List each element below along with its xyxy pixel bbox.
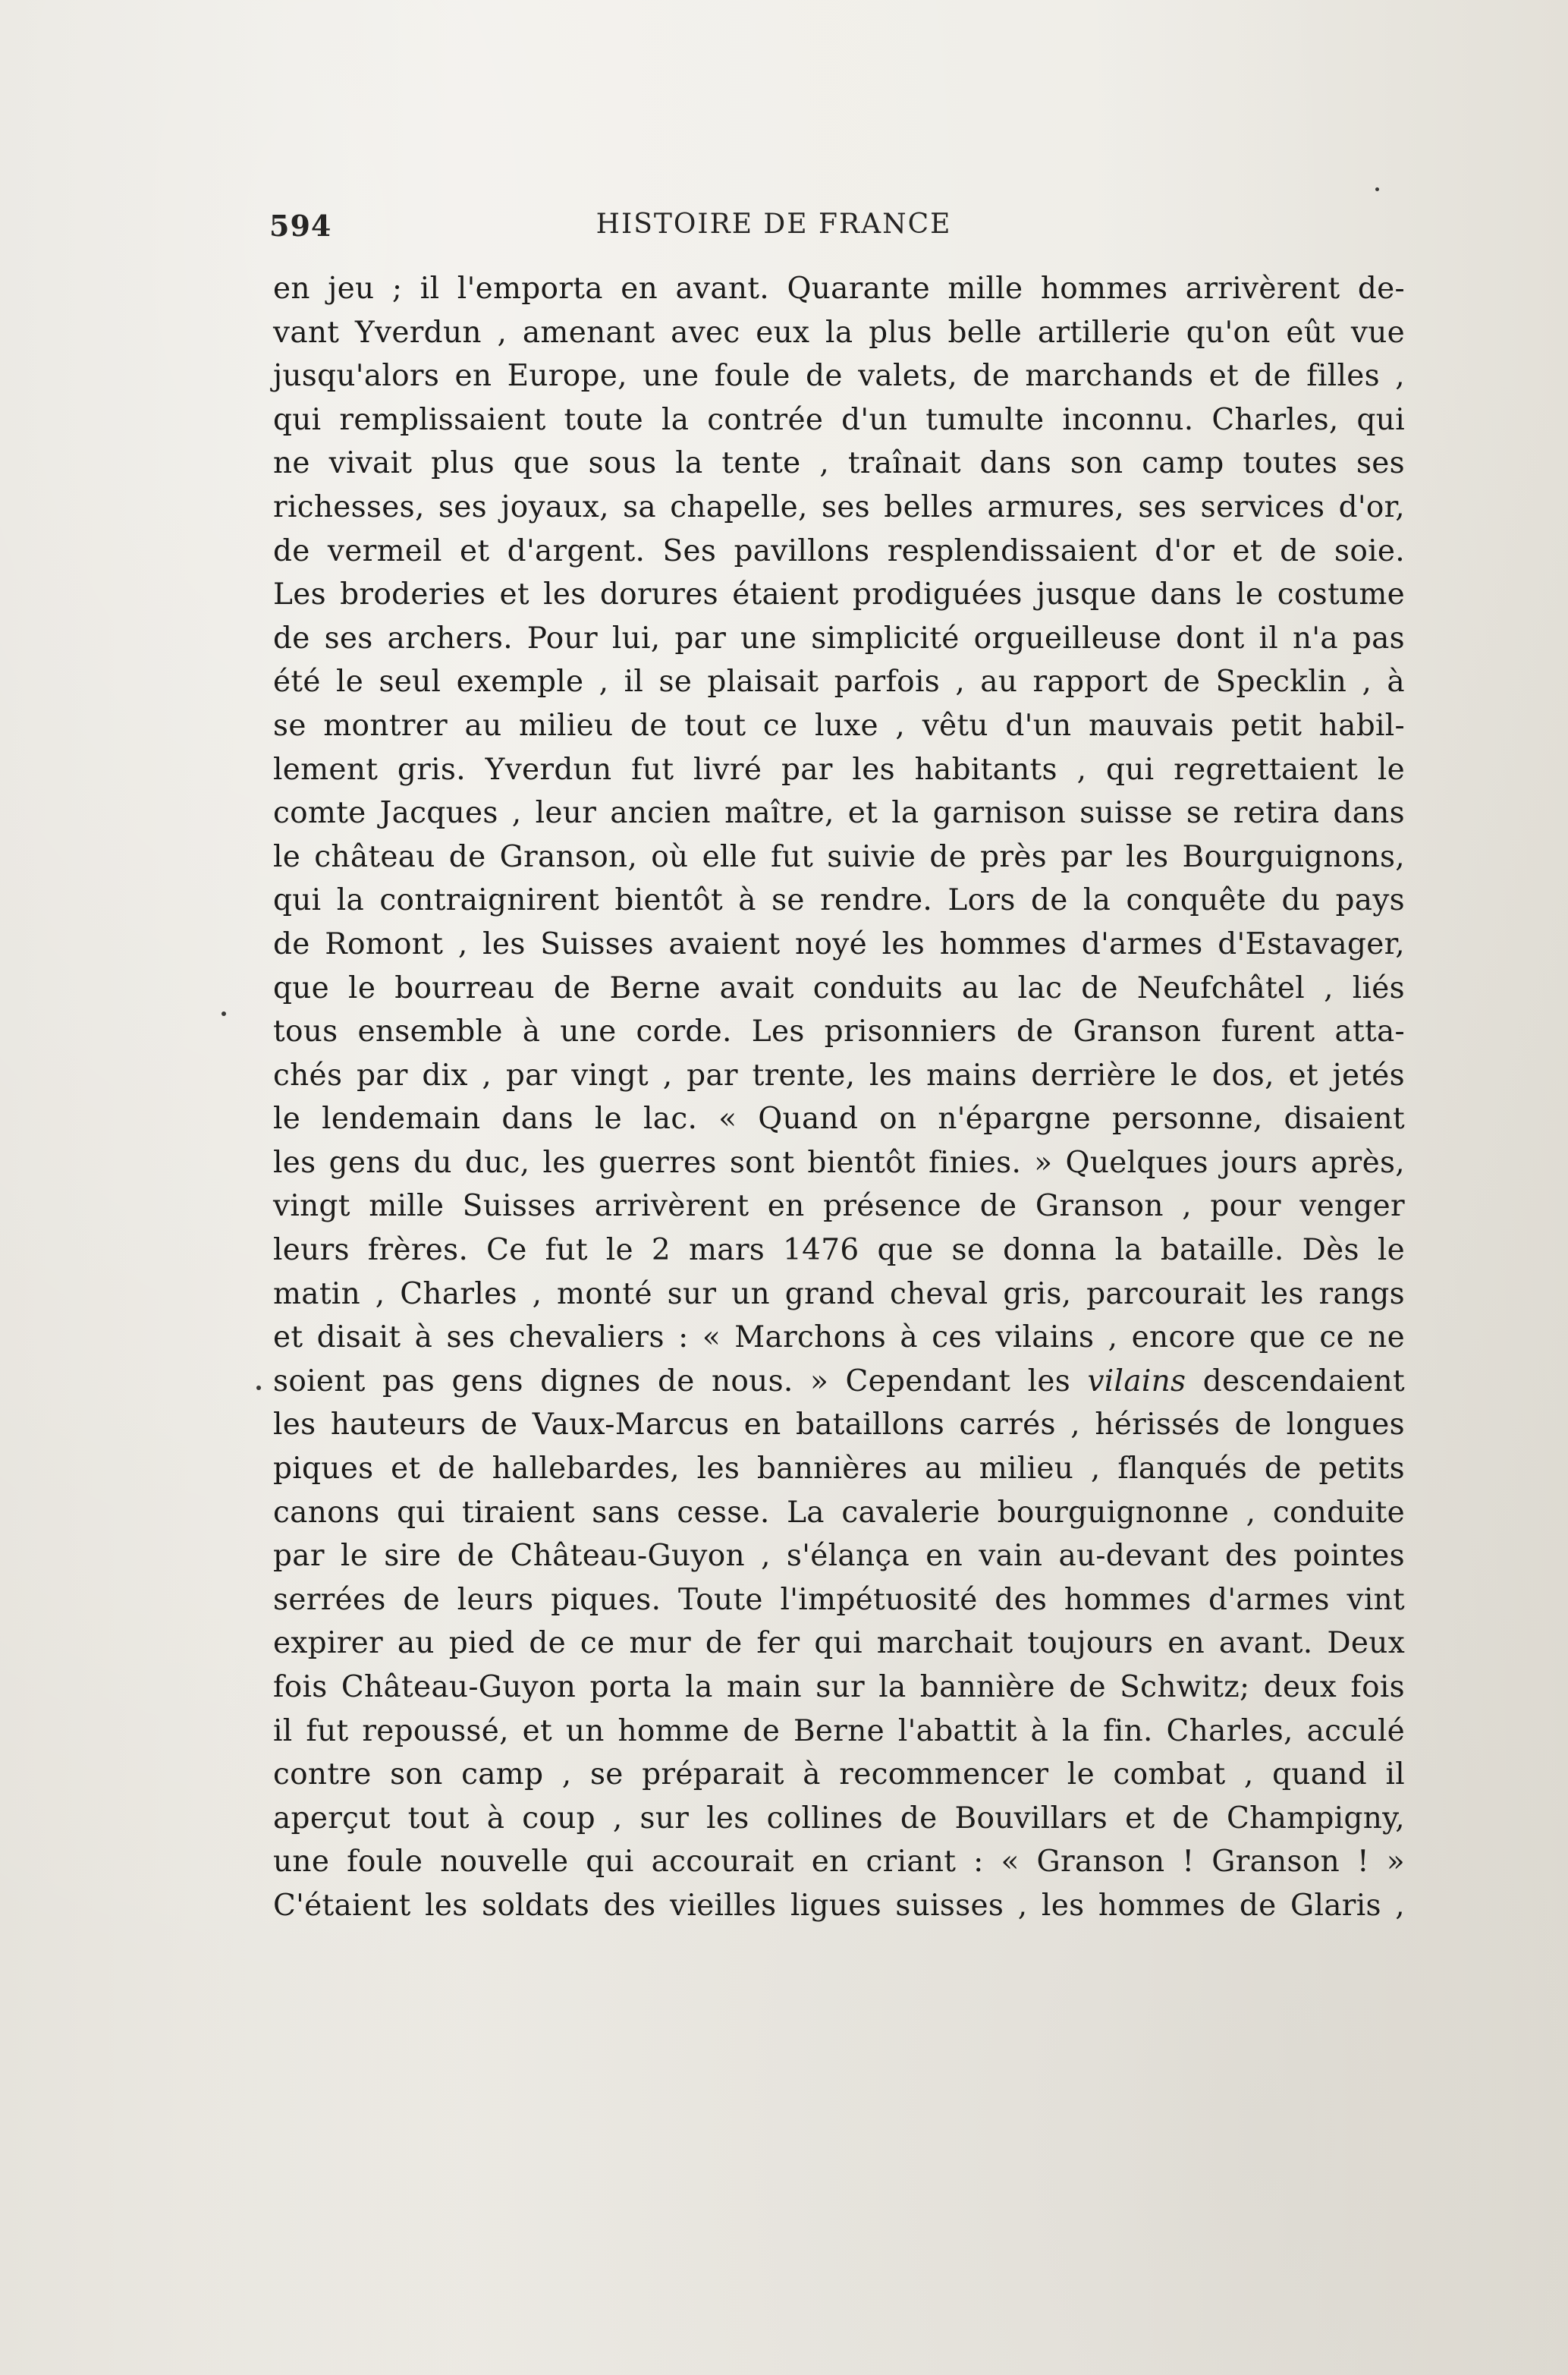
running-title: HISTOIRE DE FRANCE [595, 209, 952, 240]
text-line: vant Yverdun , amenant avec eux la plus belle artillerie qu'on eût vue [273, 315, 1405, 350]
text-line: une foule nouvelle qui accourait en criant : « Granson ! Granson ! » [273, 1845, 1405, 1880]
text-line: de vermeil et d'argent. Ses pavillons resplendissaient d'or et de soie. [273, 533, 1405, 568]
text-line: aperçut tout à coup , sur les collines de Bouvillars et de Champigny, [273, 1801, 1405, 1836]
text-line: le lendemain dans le lac. « Quand on n'épargne personne, disaient [273, 1102, 1405, 1137]
ink-speck [1375, 187, 1379, 191]
text-line: chés par dix , par vingt , par trente, les mains derrière le dos, et jetés [273, 1058, 1405, 1093]
text-line: par le sire de Château-Guyon , s'élança en vain au-devant des pointes [273, 1539, 1405, 1574]
ink-speck [222, 1011, 226, 1016]
text-line: ne vivait plus que sous la tente , traînait dans son camp toutes ses [273, 446, 1405, 481]
text-line: vingt mille Suisses arrivèrent en présence de Granson , pour venger [273, 1189, 1405, 1224]
text-line: il fut repoussé, et un homme de Berne l'abattit à la fin. Charles, acculé [273, 1713, 1405, 1748]
text-line: jusqu'alors en Europe, une foule de valets, de marchands et de filles , [273, 359, 1405, 394]
text-line: canons qui tiraient sans cesse. La cavalerie bourguignonne , conduite [273, 1495, 1405, 1530]
running-head [269, 209, 1400, 254]
text-line: le château de Granson, où elle fut suivie de près par les Bourguignons, [273, 839, 1405, 874]
text-line: matin , Charles , monté sur un grand cheval gris, parcourait les rangs [273, 1276, 1405, 1311]
text-line: de ses archers. Pour lui, par une simplicité orgueilleuse dont il n'a pas [273, 621, 1405, 656]
text-line: en jeu ; il l'emporta en avant. Quarante mille hommes arrivèrent de- [273, 272, 1405, 306]
text-line: soient pas gens dignes de nous. » Cependant les vilains descendaient [273, 1364, 1405, 1398]
text-line: contre son camp , se préparait à recommencer le combat , quand il [273, 1757, 1405, 1792]
text-line: Les broderies et les dorures étaient prodiguées jusque dans le costume [273, 577, 1405, 612]
text-line: fois Château-Guyon porta la main sur la bannière de Schwitz; deux fois [273, 1670, 1405, 1704]
text-line: expirer au pied de ce mur de fer qui marchait toujours en avant. Deux [273, 1626, 1405, 1661]
text-line: que le bourreau de Berne avait conduits au lac de Neufchâtel , liés [273, 970, 1405, 1005]
text-line: tous ensemble à une corde. Les prisonniers de Granson furent atta- [273, 1014, 1405, 1049]
text-line: comte Jacques , leur ancien maître, et la garnison suisse se retira dans [273, 796, 1405, 831]
text-line: de Romont , les Suisses avaient noyé les hommes d'armes d'Estavager, [273, 926, 1405, 961]
text-line: qui la contraignirent bientôt à se rendre. Lors de la conquête du pays [273, 883, 1405, 918]
page-number: 594 [269, 209, 332, 243]
text-line: et disait à ses chevaliers : « Marchons à ces vilains , encore que ce ne [273, 1320, 1405, 1355]
text-line: piques et de hallebardes, les bannières au milieu , flanqués de petits [273, 1452, 1405, 1486]
text-line: serrées de leurs piques. Toute l'impétuosité des hommes d'armes vint [273, 1582, 1405, 1617]
body-text [273, 267, 1405, 1928]
text-line: qui remplissaient toute la contrée d'un tumulte inconnu. Charles, qui [273, 402, 1405, 437]
text-line: été le seul exemple , il se plaisait parfois , au rapport de Specklin , à [273, 665, 1405, 700]
text-line: C'étaient les soldats des vieilles ligues suisses , les hommes de Glaris , [273, 1888, 1405, 1923]
text-line: leurs frères. Ce fut le 2 mars 1476 que se donna la bataille. Dès le [273, 1233, 1405, 1268]
text-line: lement gris. Yverdun fut livré par les habitants , qui regrettaient le [273, 752, 1405, 787]
italic-emphasis: vilains [1087, 1364, 1186, 1398]
text-line: les gens du duc, les guerres sont bientôt finies. » Quelques jours après, [273, 1145, 1405, 1180]
text-line: richesses, ses joyaux, sa chapelle, ses belles armures, ses services d'or, [273, 489, 1405, 524]
text-line: les hauteurs de Vaux-Marcus en bataillons carrés , hérissés de longues [273, 1408, 1405, 1442]
ink-speck [256, 1386, 261, 1390]
text-line: se montrer au milieu de tout ce luxe , vêtu d'un mauvais petit habil- [273, 708, 1405, 743]
